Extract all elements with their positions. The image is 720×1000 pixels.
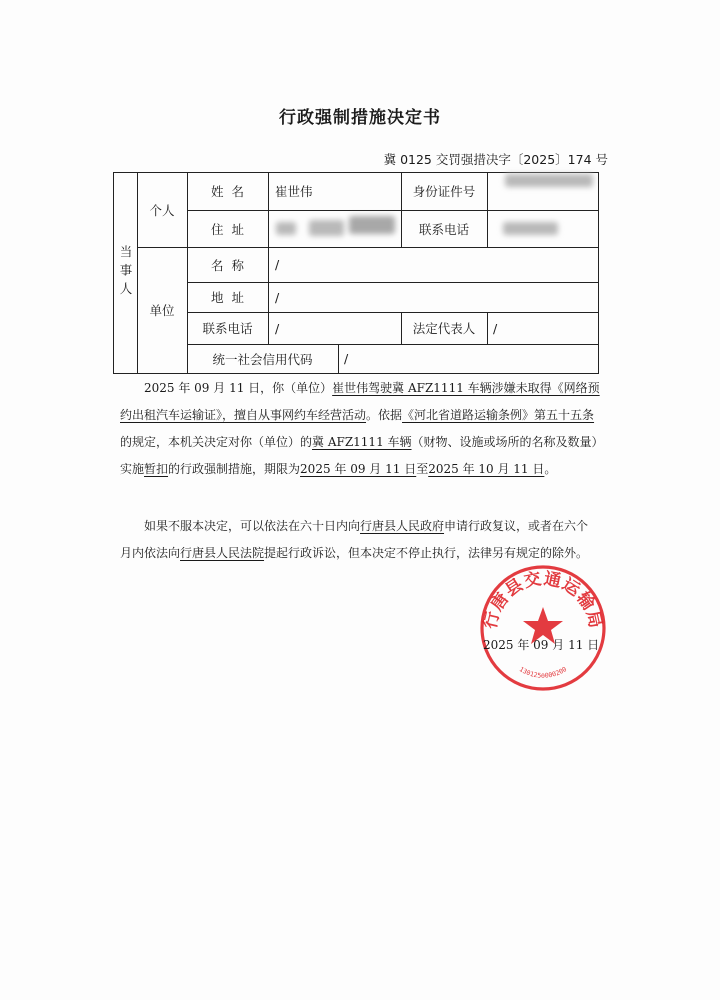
id-label: 身份证件号 xyxy=(412,184,476,199)
redacted-phone xyxy=(503,222,558,235)
document-number: 冀 0125 交罚强措决字〔2025〕174 号 xyxy=(383,152,608,167)
unit-phone-label: 联系电话 xyxy=(202,321,253,336)
official-seal-icon xyxy=(478,563,608,693)
review-authority: 行唐县人民政府 xyxy=(360,519,445,533)
redacted-address xyxy=(276,222,296,235)
phone-label: 联系电话 xyxy=(418,221,469,237)
end-date: 2025 年 10 月 11 日 xyxy=(428,462,545,476)
issue-date: 2025 年 09 月 11 日 xyxy=(483,638,600,652)
decision-paragraph: 2025 年 09 月 11 日，你（单位）崔世伟驾驶冀 AFZ1111 车辆涉嫌未取得《网络预约出租汽车运输证》，擅自从事网约车经营活动。依据《河北省道路运输条例》第五十五条的规定，本机关决定对你（单位）的冀 AFZ1111 车辆（财物、设施或场所的名称及数量）实施暂扣的行政强制措施，期限为2025 年 09 月 11 日至2025 年 10 月 11 日。 xyxy=(120,381,600,476)
legal-rep-value: / xyxy=(493,320,498,336)
address-label: 住 址 xyxy=(211,221,244,237)
svg-text:1301250000200: 1301250000200 xyxy=(517,665,569,680)
name-value: 崔世伟 xyxy=(275,184,313,199)
unit-address-label: 地 址 xyxy=(211,290,244,305)
court-name: 行唐县人民法院 xyxy=(180,546,265,560)
svg-text:行唐县交通运输局: 行唐县交通运输局 xyxy=(480,568,606,631)
document-title: 行政强制措施决定书 xyxy=(279,108,441,128)
unit-address-value: / xyxy=(275,289,280,305)
violation-description: 崔世伟驾驶冀 AFZ1111 车辆涉嫌未取得《网络预约出租汽车运输证》，擅自从事网约车经营活动 xyxy=(120,381,600,422)
individual-label: 个人 xyxy=(149,202,175,218)
legal-basis: 《河北省道路运输条例》第五十五条 xyxy=(402,408,595,422)
credit-code-label: 统一社会信用代码 xyxy=(212,351,313,367)
party-label: 当事人 xyxy=(118,244,133,301)
unit-name-value: / xyxy=(275,257,280,272)
measure-type: 暂扣 xyxy=(144,462,169,476)
unit-name-label: 名 称 xyxy=(211,257,244,273)
name-label: 姓 名 xyxy=(211,184,244,199)
start-date: 2025 年 09 月 11 日 xyxy=(300,462,417,476)
unit-phone-value: / xyxy=(275,320,280,336)
seized-item: 冀 AFZ1111 车辆 xyxy=(312,435,412,449)
unit-label: 单位 xyxy=(149,303,175,318)
credit-code-value: / xyxy=(344,351,349,366)
appeal-paragraph: 如果不服本决定，可以依法在六十日内向行唐县人民政府申请行政复议，或者在六个月内依法向行唐县人民法院提起行政诉讼，但本决定不停止执行，法律另有规定的除外。 xyxy=(120,519,589,560)
legal-rep-label: 法定代表人 xyxy=(412,321,476,336)
redacted-id xyxy=(505,174,593,187)
